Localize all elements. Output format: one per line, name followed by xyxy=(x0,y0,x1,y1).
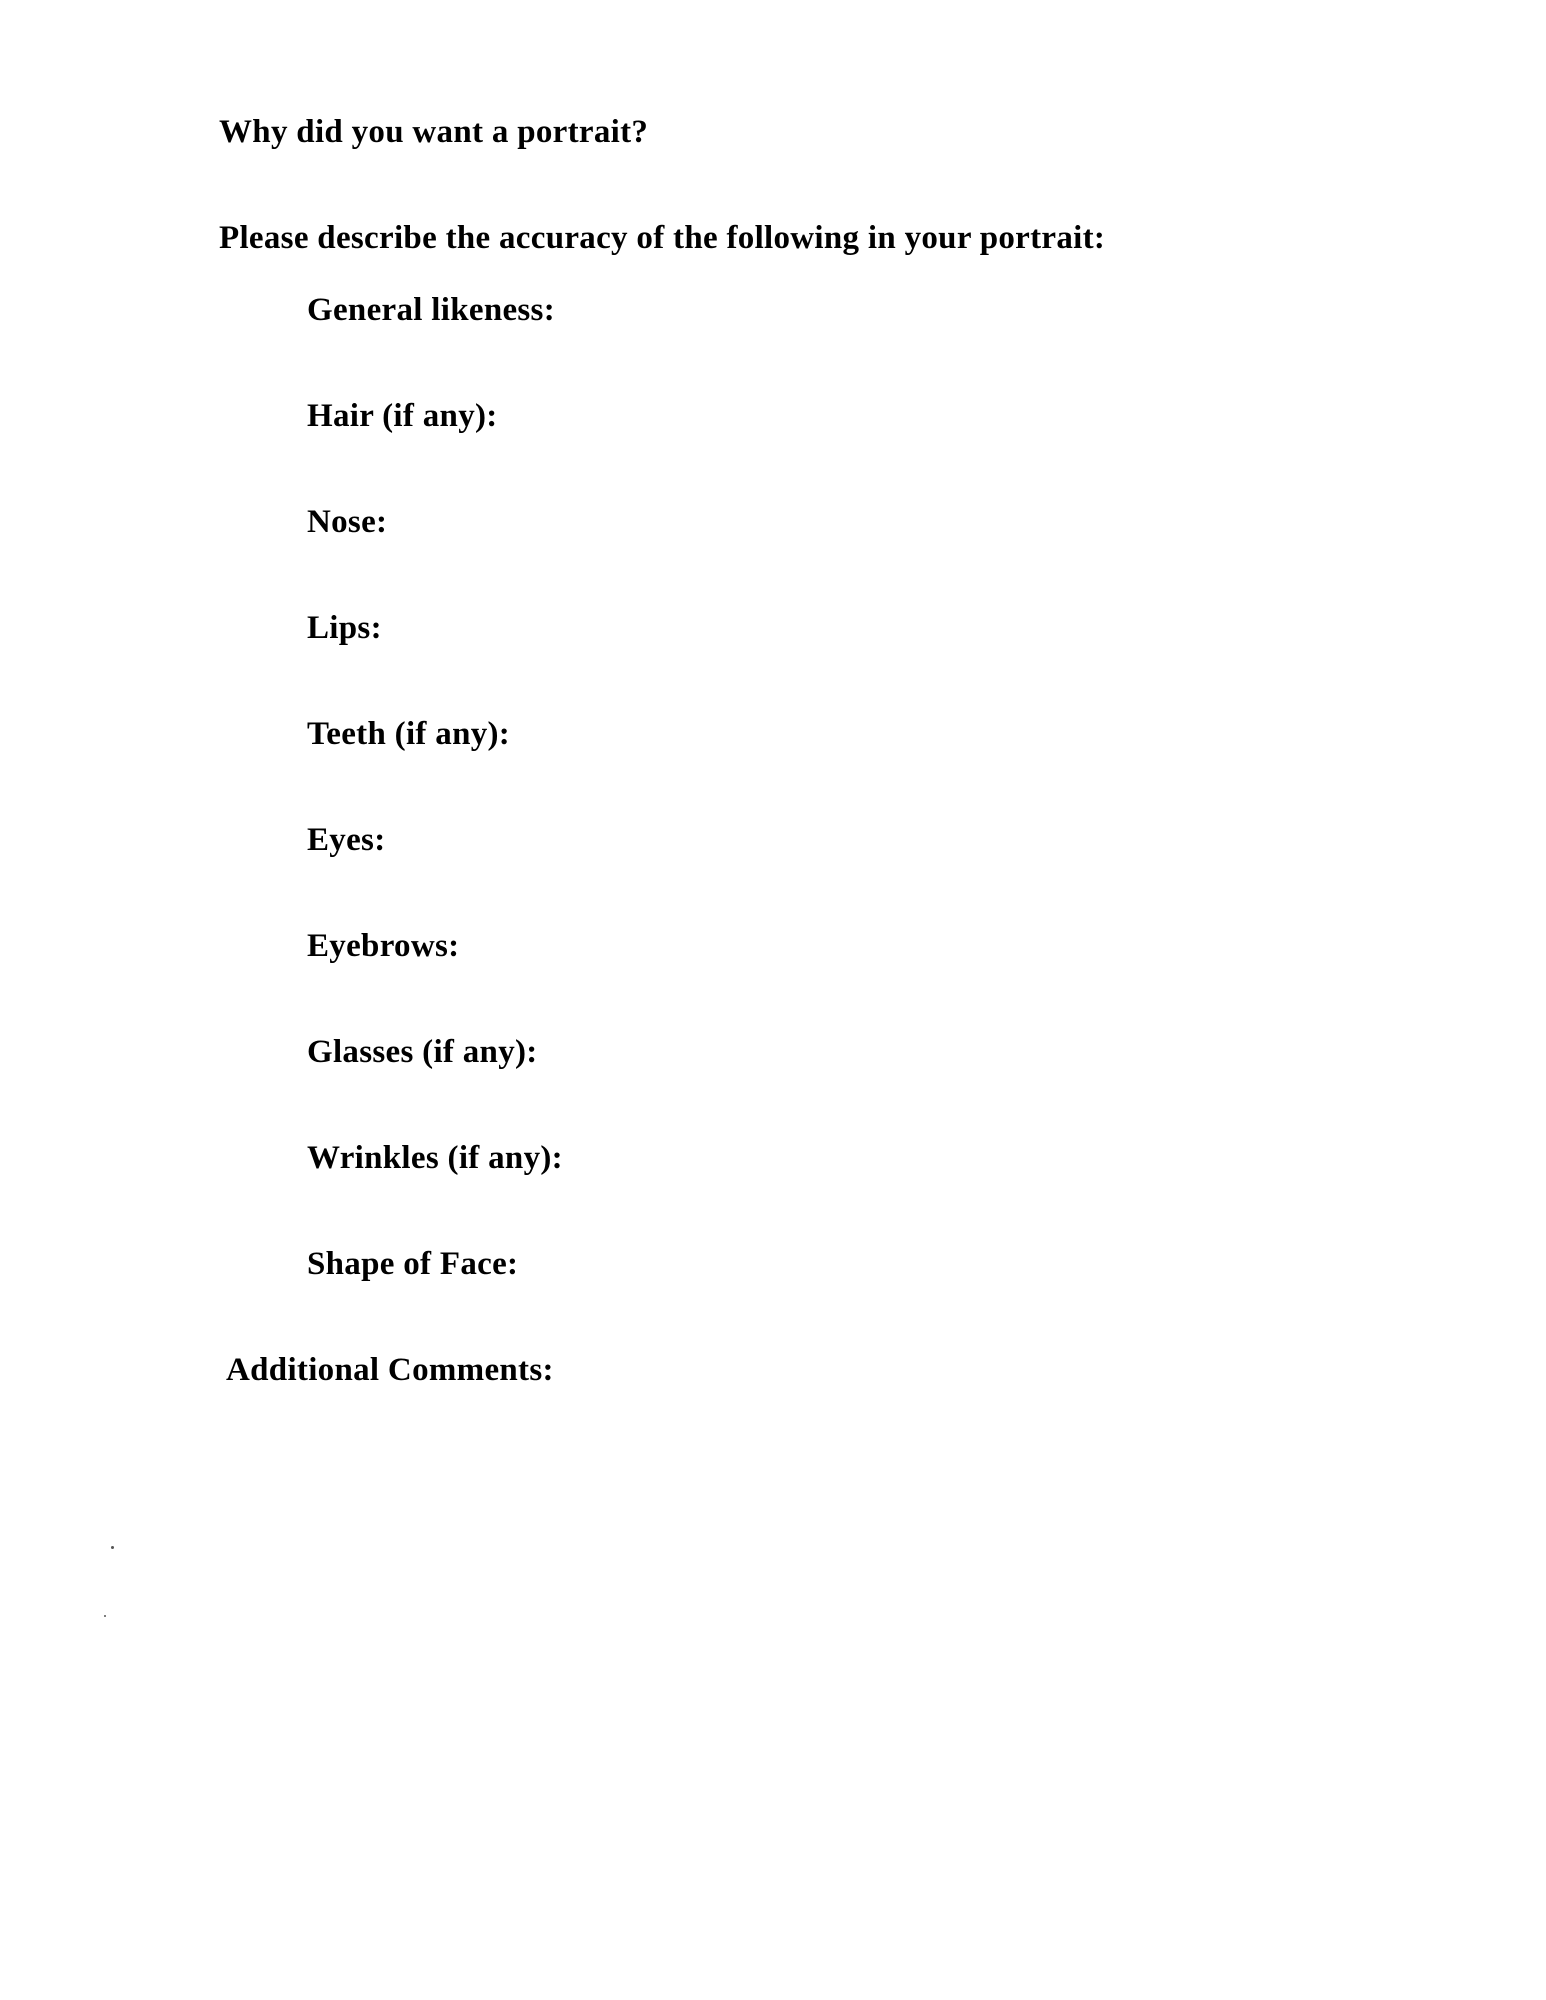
scan-speck xyxy=(111,1546,114,1549)
item-wrinkles: Wrinkles (if any): xyxy=(307,1140,563,1176)
item-nose: Nose: xyxy=(307,504,388,540)
question-why-portrait: Why did you want a portrait? xyxy=(219,114,649,150)
item-teeth: Teeth (if any): xyxy=(307,716,511,752)
item-glasses: Glasses (if any): xyxy=(307,1034,538,1070)
question-accuracy-heading: Please describe the accuracy of the following in your portrait: xyxy=(219,220,1106,256)
additional-comments-label: Additional Comments: xyxy=(226,1352,554,1388)
item-eyebrows: Eyebrows: xyxy=(307,928,460,964)
item-lips: Lips: xyxy=(307,610,382,646)
scan-speck xyxy=(104,1615,106,1617)
item-general-likeness: General likeness: xyxy=(307,292,555,328)
item-shape-of-face: Shape of Face: xyxy=(307,1246,519,1282)
item-eyes: Eyes: xyxy=(307,822,386,858)
item-hair: Hair (if any): xyxy=(307,398,498,434)
